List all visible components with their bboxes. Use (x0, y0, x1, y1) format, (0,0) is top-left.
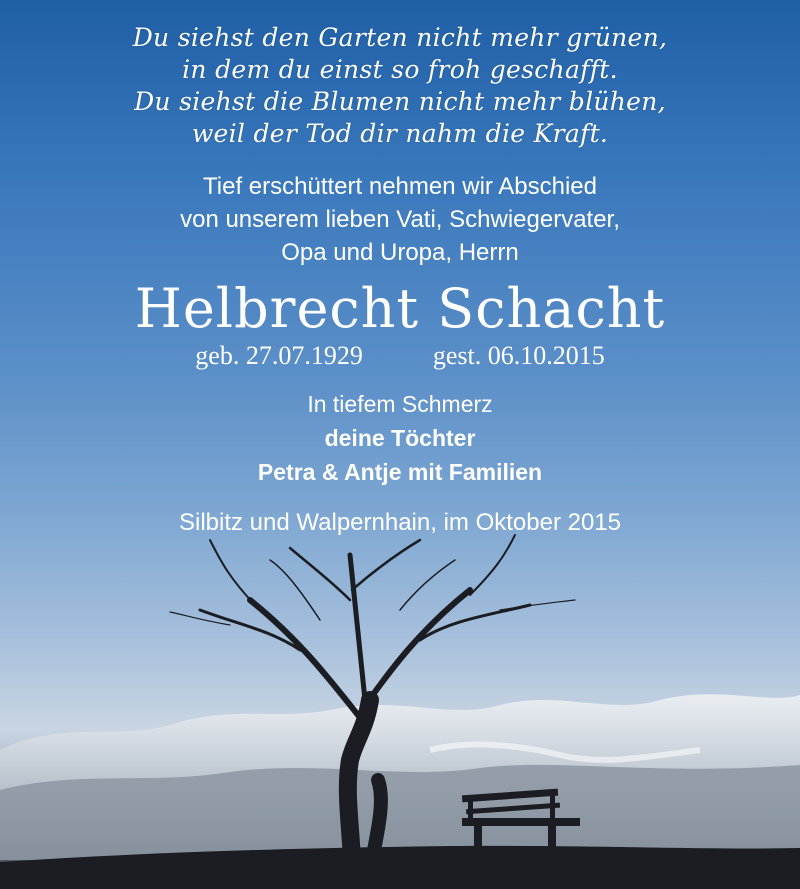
farewell-intro (0, 170, 800, 269)
bench-icon (462, 789, 580, 856)
poem-line: Du siehst den Garten nicht mehr grünen, (132, 23, 668, 52)
tree-icon (170, 535, 575, 860)
deceased-name: Helbrecht Schacht (134, 277, 666, 340)
life-dates (0, 341, 800, 371)
place-and-date: Silbitz und Walpernhain, im Oktober 2015 (178, 509, 621, 536)
intro-line: von unserem lieben Vati, Schwiegervater, (180, 206, 620, 233)
mourners-block (0, 387, 800, 489)
poem-line: Du siehst die Blumen nicht mehr blühen, (134, 87, 666, 116)
death-date: gest. 06.10.2015 (432, 341, 605, 370)
poem-line: in dem du einst so froh geschafft. (182, 55, 618, 84)
intro-line: Opa und Uropa, Herrn (281, 239, 519, 266)
birth-date: geb. 27.07.1929 (195, 341, 363, 370)
mourners-names: Petra & Antje mit Familien (257, 459, 543, 485)
ground-shape (0, 846, 800, 889)
memorial-poem (0, 22, 800, 150)
mourning-phrase: In tiefem Schmerz (307, 391, 493, 417)
mourners-relation: deine Töchter (324, 425, 476, 451)
intro-line: Tief erschüttert nehmen wir Abschied (203, 173, 597, 200)
poem-line: weil der Tod dir nahm die Kraft. (191, 119, 609, 148)
